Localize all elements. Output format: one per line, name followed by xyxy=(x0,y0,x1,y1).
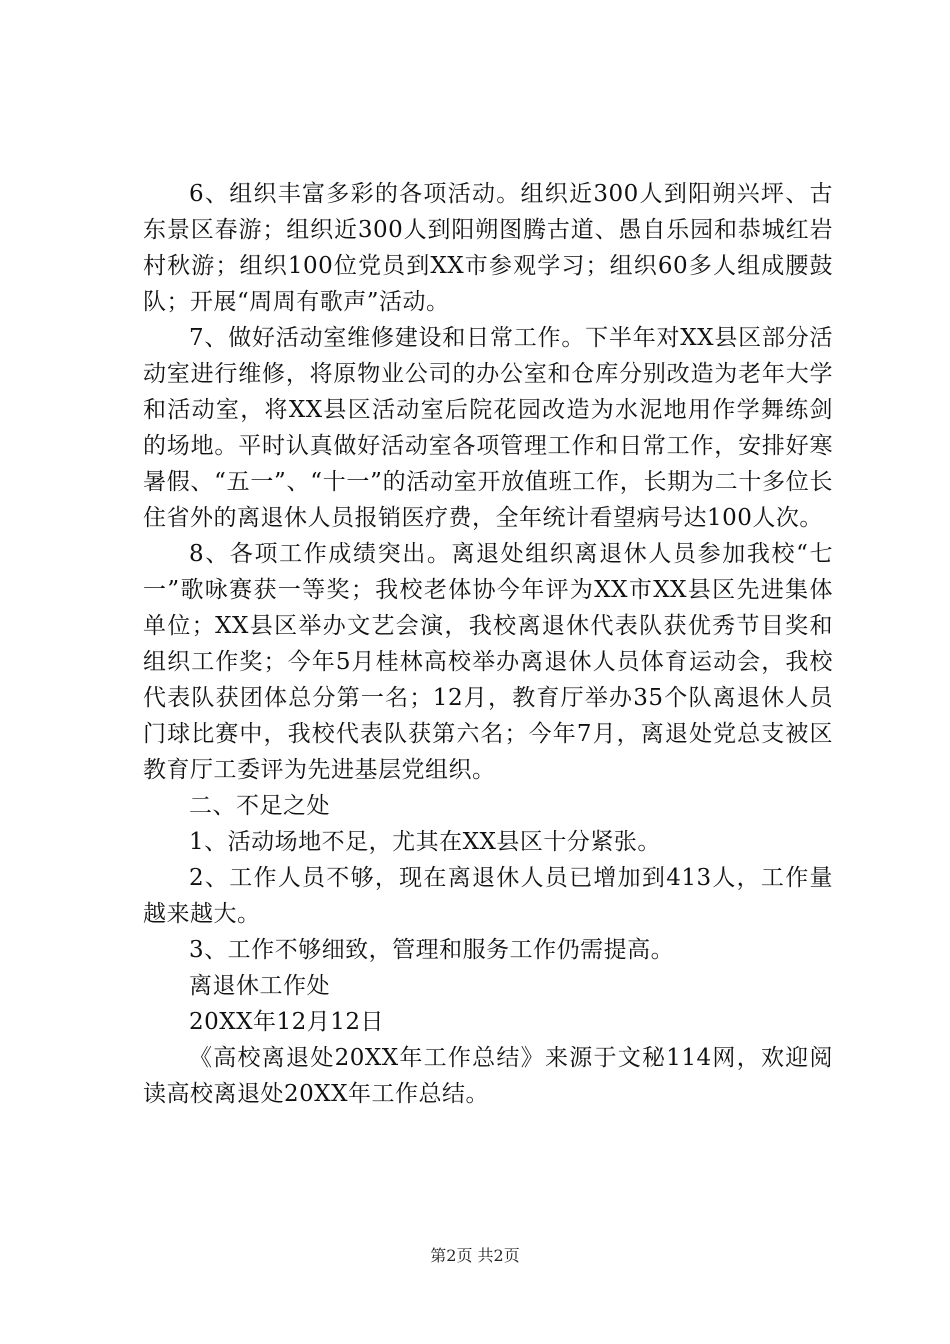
page-number: 第2页 共2页 xyxy=(430,1246,520,1265)
paragraph-achievements: 8、各项工作成绩突出。离退处组织离退休人员参加我校“七一”歌咏赛获一等奖；我校老体协今年评为XX市XX县区先进集体单位；XX县区举办文艺会演，我校离退休代表队获优秀节目奖和组织工作奖；今年5月桂林高校举办离退休人员体育运动会，我校代表队获团体总分第一名；12月，教育厅举办35个队离退休人员门球比赛中，我校代表队获第六名；今年7月，离退处党总支被区教育厅工委评为先进基层党组织。 xyxy=(143,541,833,783)
paragraph-shortcoming-1: 1、活动场地不足，尤其在XX县区十分紧张。 xyxy=(189,829,661,855)
section-heading-shortcomings: 二、不足之处 xyxy=(189,793,330,819)
paragraph-shortcoming-3: 3、工作不够细致，管理和服务工作仍需提高。 xyxy=(189,937,675,963)
signature-department: 离退休工作处 xyxy=(189,973,330,999)
paragraph-activities: 6、组织丰富多彩的各项活动。组织近300人到阳朔兴坪、古东景区春游；组织近300人到阳朔图腾古道、愚自乐园和恭城红岩村秋游；组织100位党员到XX市参观学习；组织60多人组成腰鼓队；开展“周周有歌声”活动。 xyxy=(143,181,833,315)
paragraph-shortcoming-2: 2、工作人员不够，现在离退休人员已增加到413人，工作量越来越大。 xyxy=(143,865,833,927)
source-note: 《高校离退处20XX年工作总结》来源于文秘114网，欢迎阅读高校离退处20XX年工作总结。 xyxy=(143,1045,833,1107)
signature-date: 20XX年12月12日 xyxy=(189,1009,385,1035)
paragraph-activity-room: 7、做好活动室维修建设和日常工作。下半年对XX县区部分活动室进行维修，将原物业公司的办公室和仓库分别改造为老年大学和活动室，将XX县区活动室后院花园改造为水泥地用作学舞练剑的场地。平时认真做好活动室各项管理工作和日常工作，安排好寒暑假、“五一”、“十一”的活动室开放值班工作，长期为二十多位长住省外的离退休人员报销医疗费，全年统计看望病号达100人次。 xyxy=(143,325,833,531)
document-body xyxy=(143,176,833,1112)
